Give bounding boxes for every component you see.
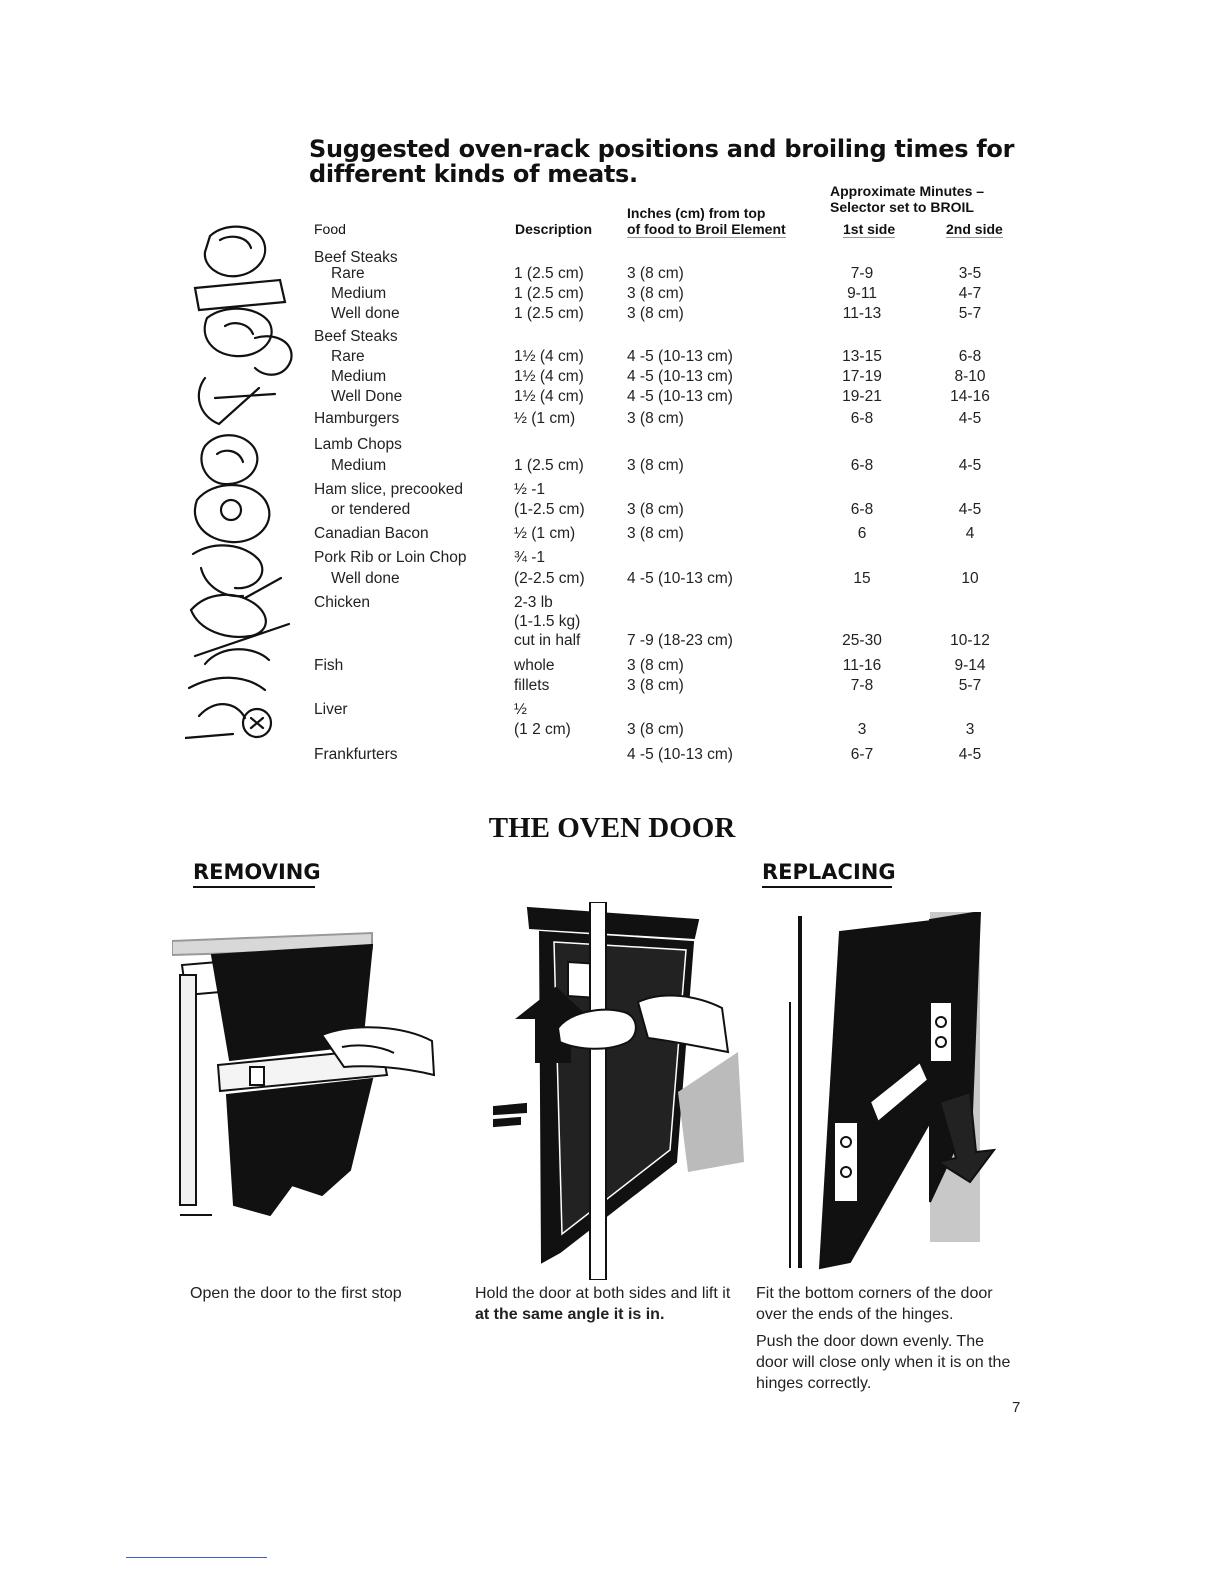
first-side-header: 1st side: [843, 221, 896, 237]
row-description: 1 (2.5 cm): [514, 285, 584, 302]
description-header: Description: [515, 221, 593, 237]
row-inches: 3 (8 cm): [627, 305, 684, 322]
lift-caption: [475, 1283, 735, 1325]
row-food: Lamb Chops: [314, 436, 402, 453]
row-inches: 3 (8 cm): [627, 657, 684, 674]
row-second-side: 9-14: [954, 657, 986, 674]
row-food: Chicken: [314, 594, 370, 611]
row-second-side: 4-5: [958, 410, 982, 427]
row-first-side: 13-15: [842, 348, 882, 365]
row-second-side: 5-7: [958, 677, 982, 694]
row-description: ¾ -1: [514, 549, 546, 566]
row-food: Well done: [331, 570, 400, 587]
row-first-side: 6-7: [850, 746, 874, 763]
table-title: Suggested oven-rack positions and broiling times for different kinds of meats.: [309, 135, 1015, 188]
row-inches: 4 -5 (10-13 cm): [627, 368, 733, 385]
removing-caption: Open the door to the first stop: [190, 1285, 402, 1302]
lift-caption-bold: at the same angle it is in.: [475, 1306, 665, 1323]
row-food: Medium: [331, 285, 387, 302]
row-inches: 3 (8 cm): [627, 525, 684, 542]
row-description: 1 (2.5 cm): [514, 457, 584, 474]
row-food: Rare: [331, 265, 365, 282]
row-description: (1-1.5 kg): [514, 613, 581, 630]
row-food: Medium: [331, 457, 387, 474]
row-inches: 3 (8 cm): [627, 501, 684, 518]
row-food: Well done: [331, 305, 400, 322]
row-inches: 7 -9 (18-23 cm): [627, 632, 733, 649]
row-first-side: 9-11: [847, 285, 877, 302]
replacing-heading: REPLACING: [762, 860, 896, 884]
row-food: Frankfurters: [314, 746, 398, 763]
row-food: Rare: [331, 348, 365, 365]
row-food: Liver: [314, 701, 348, 718]
row-second-side: 4: [965, 525, 975, 542]
row-first-side: 11-13: [842, 305, 882, 322]
row-description: ½: [514, 701, 527, 718]
row-inches: 4 -5 (10-13 cm): [627, 746, 733, 763]
row-first-side: 11-16: [842, 657, 882, 674]
second-side-header: 2nd side: [946, 221, 1003, 237]
row-description: 1½ (4 cm): [514, 348, 584, 365]
row-second-side: 10-12: [950, 632, 990, 649]
row-inches: 3 (8 cm): [627, 457, 684, 474]
row-first-side: 6-8: [850, 501, 874, 518]
row-first-side: 15: [853, 570, 871, 587]
row-second-side: 14-16: [950, 388, 990, 405]
row-description: ½ -1: [514, 481, 546, 498]
inches-header-line-2: of food to Broil Element: [627, 221, 786, 237]
row-second-side: 8-10: [954, 368, 986, 385]
row-first-side: 6: [857, 525, 867, 542]
row-description: 1 (2.5 cm): [514, 305, 584, 322]
row-food: Fish: [314, 657, 344, 674]
row-second-side: 5-7: [958, 305, 982, 322]
inches-header: [627, 205, 786, 238]
row-inches: 3 (8 cm): [627, 410, 684, 427]
row-first-side: 6-8: [850, 457, 874, 474]
row-second-side: 4-5: [958, 501, 982, 518]
row-description: ½ (1 cm): [514, 410, 576, 427]
row-description: 2-3 lb: [514, 594, 553, 611]
row-first-side: 25-30: [842, 632, 882, 649]
row-second-side: 3: [965, 721, 975, 738]
row-description: whole: [514, 657, 555, 674]
row-inches: 3 (8 cm): [627, 265, 684, 282]
row-inches: 3 (8 cm): [627, 677, 684, 694]
row-first-side: 19-21: [842, 388, 882, 405]
row-description: cut in half: [514, 632, 581, 649]
row-second-side: 4-7: [958, 285, 982, 302]
row-description: 1 (2.5 cm): [514, 265, 584, 282]
removing-underline: [193, 886, 315, 888]
lift-door-illustration: [488, 902, 744, 1280]
row-description: fillets: [514, 677, 550, 694]
replacing-underline: [762, 886, 892, 888]
scan-edge-line: [126, 1557, 267, 1558]
row-second-side: 6-8: [958, 348, 982, 365]
food-header: Food: [314, 221, 346, 237]
replacing-caption-2: Push the door down evenly. The door will close only when it is on the hinges correctly.: [756, 1333, 1011, 1392]
row-food: Beef Steaks: [314, 249, 398, 266]
row-food: Well Done: [331, 388, 403, 405]
removing-heading: REMOVING: [193, 860, 321, 884]
inches-header-line-1: Inches (cm) from top: [627, 205, 766, 221]
row-inches: 3 (8 cm): [627, 285, 684, 302]
approx-minutes-line-1: Approximate Minutes –: [830, 183, 985, 199]
approx-minutes-header: [830, 183, 984, 215]
row-inches: 4 -5 (10-13 cm): [627, 570, 733, 587]
row-description: ½ (1 cm): [514, 525, 576, 542]
oven-door-title: THE OVEN DOOR: [488, 812, 736, 844]
replacing-caption-1: Fit the bottom corners of the door over the ends of the hinges.: [756, 1285, 993, 1323]
removing-door-illustration: [172, 915, 442, 1225]
row-inches: 3 (8 cm): [627, 721, 684, 738]
row-food: or tendered: [331, 501, 411, 518]
row-inches: 4 -5 (10-13 cm): [627, 388, 733, 405]
row-description: (1-2.5 cm): [514, 501, 585, 518]
row-description: 1½ (4 cm): [514, 388, 584, 405]
row-food: Pork Rib or Loin Chop: [314, 549, 467, 566]
page-number: 7: [1012, 1399, 1021, 1416]
meats-illustration: [185, 218, 303, 748]
row-first-side: 6-8: [850, 410, 874, 427]
approx-minutes-line-2: Selector set to BROIL: [830, 199, 974, 215]
row-food: Hamburgers: [314, 410, 400, 427]
row-food: Medium: [331, 368, 387, 385]
row-first-side: 7-9: [850, 265, 874, 282]
row-description: (2-2.5 cm): [514, 570, 585, 587]
row-food: Beef Steaks: [314, 328, 398, 345]
row-first-side: 7-8: [850, 677, 874, 694]
row-first-side: 3: [857, 721, 867, 738]
row-second-side: 3-5: [958, 265, 982, 282]
row-food: Ham slice, precooked: [314, 481, 464, 498]
row-second-side: 10: [961, 570, 979, 587]
row-description: 1½ (4 cm): [514, 368, 584, 385]
row-second-side: 4-5: [958, 457, 982, 474]
row-food: Canadian Bacon: [314, 525, 429, 542]
row-first-side: 17-19: [842, 368, 882, 385]
replace-door-illustration: [780, 912, 1020, 1282]
lift-caption-plain: Hold the door at both sides and lift it: [475, 1285, 731, 1302]
row-inches: 4 -5 (10-13 cm): [627, 348, 733, 365]
row-description: (1 2 cm): [514, 721, 571, 738]
row-second-side: 4-5: [958, 746, 982, 763]
